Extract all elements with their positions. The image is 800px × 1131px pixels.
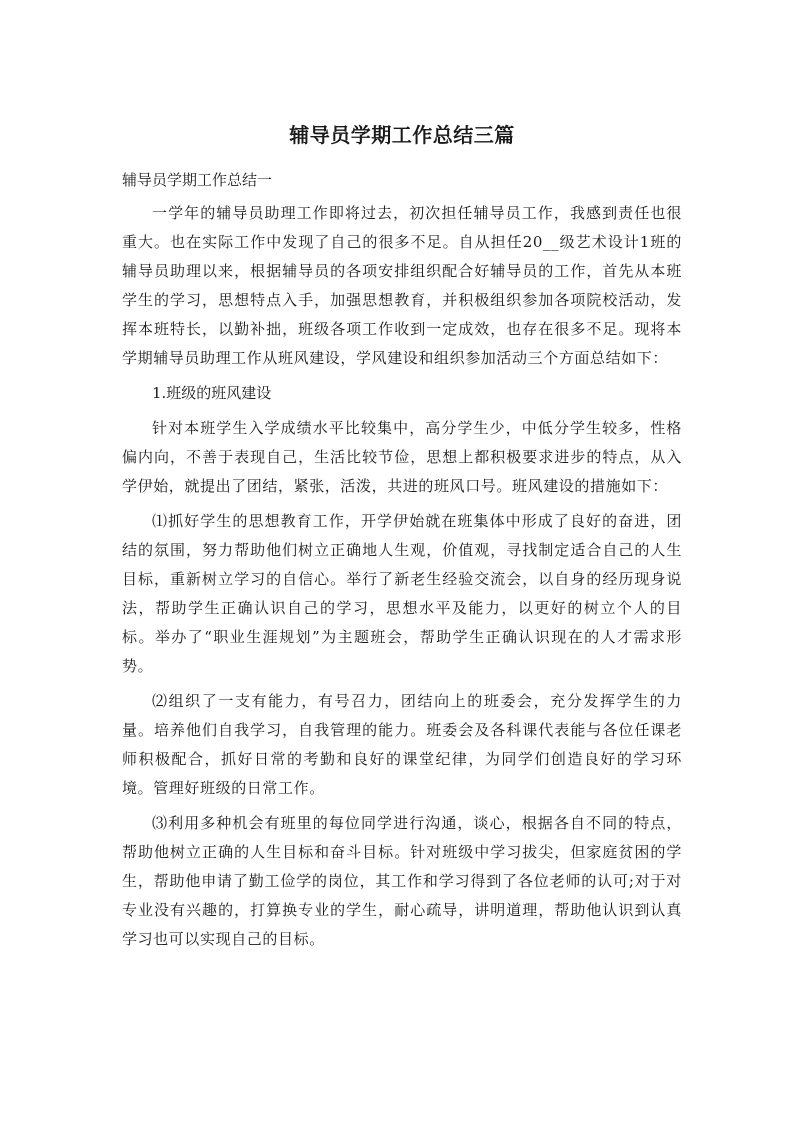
document-subtitle: 辅导员学期工作总结一: [122, 171, 273, 189]
section-heading: 1.班级的班风建设: [152, 384, 272, 402]
document-title: 辅导员学期工作总结三篇: [289, 123, 515, 147]
list-item-1: ⑴抓好学生的思想教育工作，开学伊始就在班集体中形成了良好的奋进，团结的氛围，努力帮助他们树立正确地人生观，价值观，寻找制定适合自己的人生目标，重新树立学习的自信心。举行了新老生经验交流会，以自身的经历现身说法，帮助学生正确认识自己的学习，思想水平及能力，以更好的树立个人的目标。举办了“职业生涯规划”为主题班会，帮助学生正确认识现在的人才需求形势。: [122, 512, 682, 675]
list-item-2: ⑵组织了一支有能力，有号召力，团结向上的班委会，充分发挥学生的力量。培养他们自我学习，自我管理的能力。班委会及各科课代表能与各位任课老师积极配合，抓好日常的考勤和良好的课堂纪律，为同学们创造良好的学习环境。管理好班级的日常工作。: [122, 692, 682, 797]
intro-paragraph: 一学年的辅导员助理工作即将过去，初次担任辅导员工作，我感到责任也很重大。也在实际工作中发现了自己的很多不足。自从担任20__级艺术设计1班的辅导员助理以来，根据辅导员的各项安排组织配合好辅导员的工作，首先从本班学生的学习，思想特点入手，加强思想教育，并积极组织参加各项院校活动，发挥本班特长，以勤补拙，班级各项工作收到一定成效，也存在很多不足。现将本学期辅导员助理工作从班风建设，学风建设和组织参加活动三个方面总结如下：: [122, 204, 682, 367]
section-intro-paragraph: 针对本班学生入学成绩水平比较集中，高分学生少，中低分学生较多，性格偏内向，不善于表现自己，生活比较节俭，思想上都积极要求进步的特点，从入学伊始，就提出了团结，紧张，活泼，共进的班风口号。班风建设的措施如下：: [122, 419, 682, 495]
list-item-3: ⑶利用多种机会有班里的每位同学进行沟通，谈心，根据各自不同的特点，帮助他树立正确的人生目标和奋斗目标。针对班级中学习拔尖，但家庭贫困的学生，帮助他申请了勤工俭学的岗位，其工作和学习得到了各位老师的认可;对于对专业没有兴趣的，打算换专业的学生，耐心疏导，讲明道理，帮助他认识到认真学习也可以实现自己的目标。: [122, 814, 682, 948]
